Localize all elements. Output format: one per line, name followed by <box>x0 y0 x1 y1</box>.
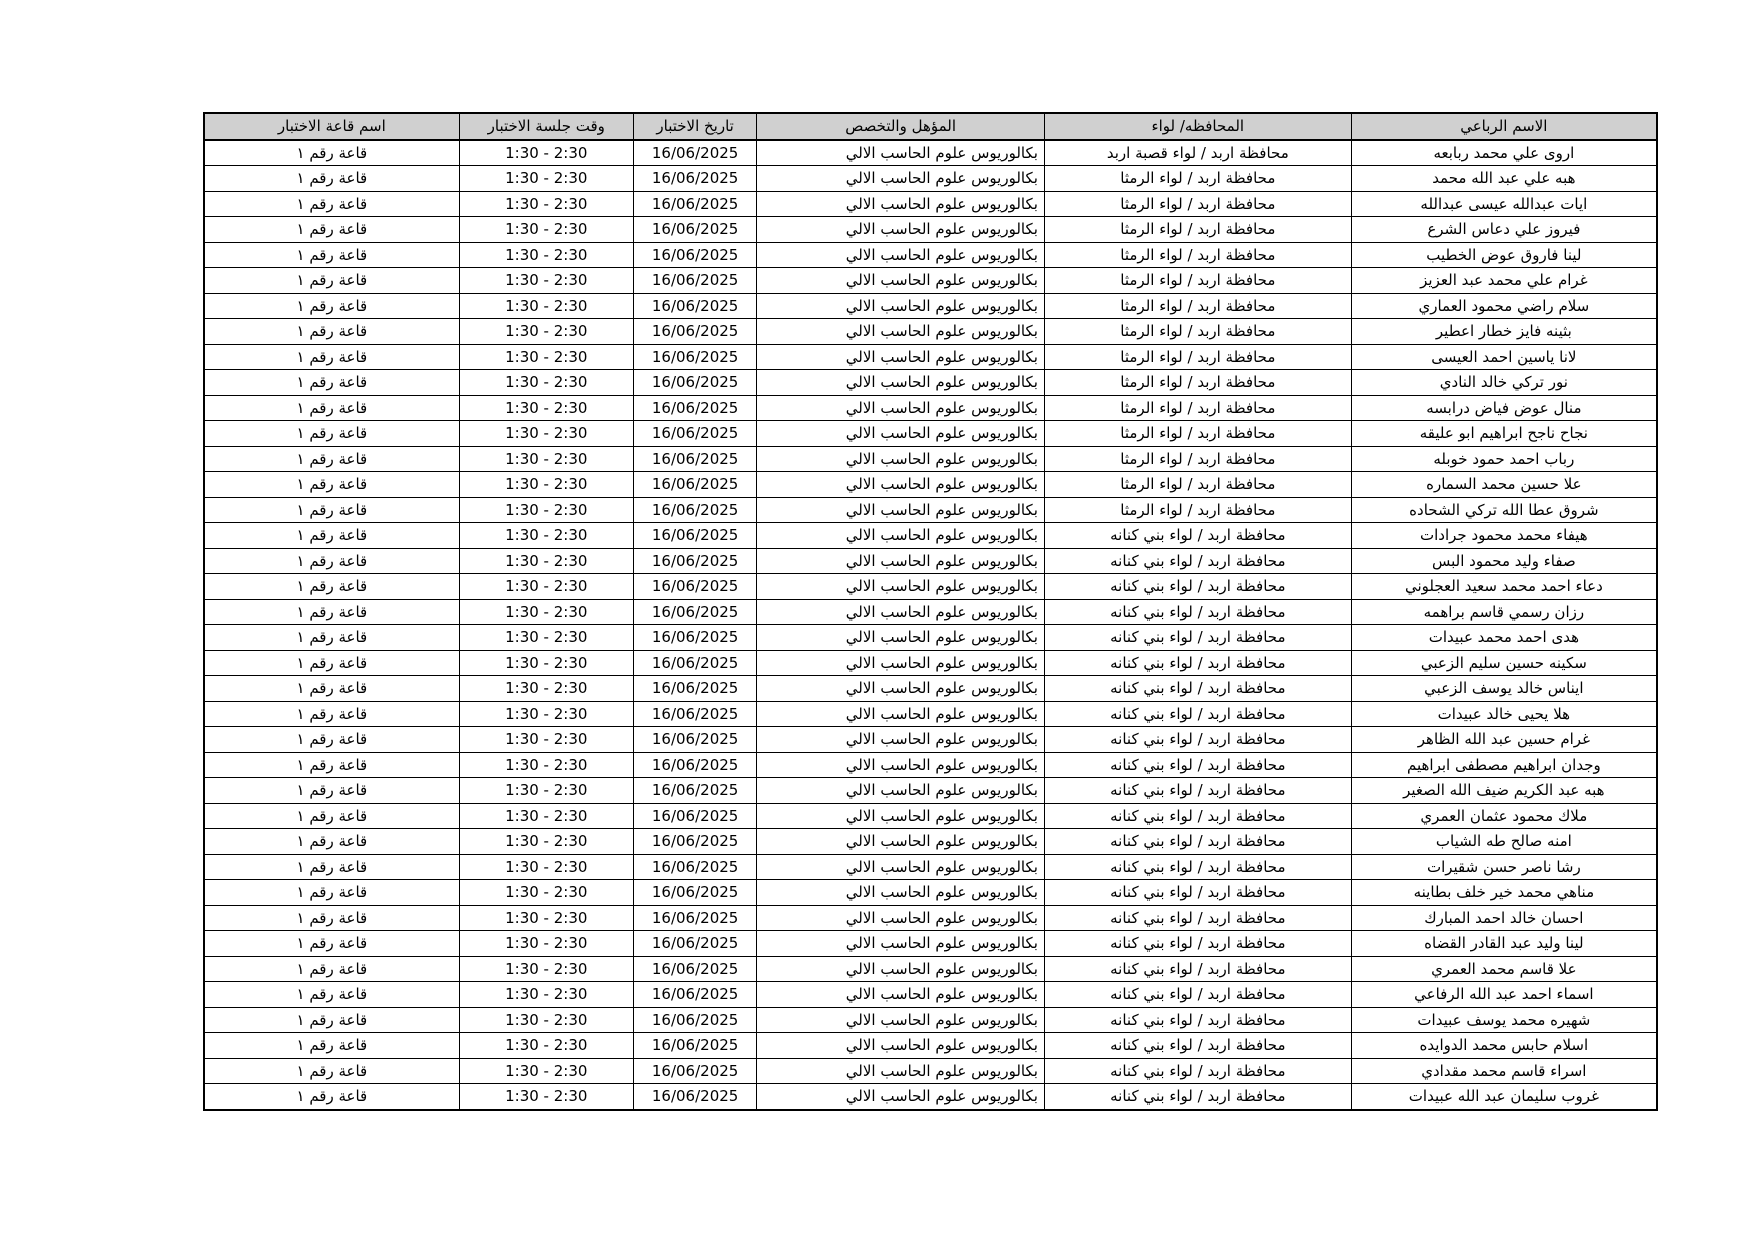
cell-name: احسان خالد احمد المبارك <box>1351 905 1657 931</box>
cell-hall: قاعة رقم ١ <box>204 880 459 906</box>
cell-qualification: بكالوريوس علوم الحاسب الالي <box>757 1084 1045 1110</box>
cell-name: رشا ناصر حسن شقيرات <box>1351 854 1657 880</box>
cell-name: لانا ياسين احمد العيسى <box>1351 344 1657 370</box>
cell-qualification: بكالوريوس علوم الحاسب الالي <box>757 676 1045 702</box>
cell-hall: قاعة رقم ١ <box>204 421 459 447</box>
cell-hall: قاعة رقم ١ <box>204 956 459 982</box>
cell-qualification: بكالوريوس علوم الحاسب الالي <box>757 395 1045 421</box>
cell-hall: قاعة رقم ١ <box>204 293 459 319</box>
cell-date: 16/06/2025 <box>633 344 757 370</box>
cell-name: ملاك محمود عثمان العمري <box>1351 803 1657 829</box>
cell-hall: قاعة رقم ١ <box>204 523 459 549</box>
table-row <box>204 752 1657 778</box>
cell-name: فيروز علي دعاس الشرع <box>1351 217 1657 243</box>
cell-governorate: محافظة اربد / لواء بني كنانه <box>1044 676 1351 702</box>
cell-governorate: محافظة اربد / لواء بني كنانه <box>1044 854 1351 880</box>
cell-date: 16/06/2025 <box>633 319 757 345</box>
cell-hall: قاعة رقم ١ <box>204 778 459 804</box>
cell-date: 16/06/2025 <box>633 650 757 676</box>
cell-date: 16/06/2025 <box>633 217 757 243</box>
cell-hall: قاعة رقم ١ <box>204 574 459 600</box>
cell-qualification: بكالوريوس علوم الحاسب الالي <box>757 1033 1045 1059</box>
cell-date: 16/06/2025 <box>633 982 757 1008</box>
cell-time: 1:30 - 2:30 <box>459 956 633 982</box>
cell-qualification: بكالوريوس علوم الحاسب الالي <box>757 523 1045 549</box>
cell-governorate: محافظة اربد / لواء الرمثا <box>1044 472 1351 498</box>
table-row <box>204 676 1657 702</box>
cell-hall: قاعة رقم ١ <box>204 727 459 753</box>
cell-date: 16/06/2025 <box>633 140 757 166</box>
cell-hall: قاعة رقم ١ <box>204 829 459 855</box>
cell-date: 16/06/2025 <box>633 854 757 880</box>
cell-time: 1:30 - 2:30 <box>459 650 633 676</box>
cell-governorate: محافظة اربد / لواء بني كنانه <box>1044 727 1351 753</box>
cell-qualification: بكالوريوس علوم الحاسب الالي <box>757 268 1045 294</box>
cell-date: 16/06/2025 <box>633 956 757 982</box>
cell-qualification: بكالوريوس علوم الحاسب الالي <box>757 472 1045 498</box>
cell-date: 16/06/2025 <box>633 1033 757 1059</box>
cell-hall: قاعة رقم ١ <box>204 191 459 217</box>
table-row <box>204 778 1657 804</box>
cell-date: 16/06/2025 <box>633 752 757 778</box>
cell-time: 1:30 - 2:30 <box>459 931 633 957</box>
header-time: وقت جلسة الاختبار <box>459 113 633 140</box>
cell-date: 16/06/2025 <box>633 166 757 192</box>
cell-date: 16/06/2025 <box>633 905 757 931</box>
cell-time: 1:30 - 2:30 <box>459 599 633 625</box>
cell-qualification: بكالوريوس علوم الحاسب الالي <box>757 344 1045 370</box>
cell-qualification: بكالوريوس علوم الحاسب الالي <box>757 956 1045 982</box>
cell-date: 16/06/2025 <box>633 548 757 574</box>
cell-date: 16/06/2025 <box>633 701 757 727</box>
cell-time: 1:30 - 2:30 <box>459 370 633 396</box>
cell-time: 1:30 - 2:30 <box>459 293 633 319</box>
cell-name: امنه صالح طه الشياب <box>1351 829 1657 855</box>
cell-name: وجدان ابراهيم مصطفى ابراهيم <box>1351 752 1657 778</box>
cell-time: 1:30 - 2:30 <box>459 497 633 523</box>
cell-hall: قاعة رقم ١ <box>204 370 459 396</box>
cell-name: اسراء قاسم محمد مقدادي <box>1351 1058 1657 1084</box>
cell-time: 1:30 - 2:30 <box>459 242 633 268</box>
cell-name: غرام حسين عبد الله الظاهر <box>1351 727 1657 753</box>
table-row <box>204 293 1657 319</box>
cell-name: علا قاسم محمد العمري <box>1351 956 1657 982</box>
cell-governorate: محافظة اربد / لواء بني كنانه <box>1044 931 1351 957</box>
cell-hall: قاعة رقم ١ <box>204 1058 459 1084</box>
header-name: الاسم الرباعي <box>1351 113 1657 140</box>
cell-time: 1:30 - 2:30 <box>459 1033 633 1059</box>
cell-qualification: بكالوريوس علوم الحاسب الالي <box>757 599 1045 625</box>
cell-hall: قاعة رقم ١ <box>204 752 459 778</box>
cell-name: علا حسين محمد السماره <box>1351 472 1657 498</box>
header-row <box>204 113 1657 140</box>
table-row <box>204 803 1657 829</box>
cell-hall: قاعة رقم ١ <box>204 1007 459 1033</box>
cell-date: 16/06/2025 <box>633 778 757 804</box>
cell-governorate: محافظة اربد / لواء بني كنانه <box>1044 1058 1351 1084</box>
cell-governorate: محافظة اربد / لواء الرمثا <box>1044 268 1351 294</box>
cell-time: 1:30 - 2:30 <box>459 217 633 243</box>
cell-date: 16/06/2025 <box>633 293 757 319</box>
cell-qualification: بكالوريوس علوم الحاسب الالي <box>757 319 1045 345</box>
cell-governorate: محافظة اربد / لواء بني كنانه <box>1044 1033 1351 1059</box>
cell-name: هدى احمد محمد عبيدات <box>1351 625 1657 651</box>
cell-qualification: بكالوريوس علوم الحاسب الالي <box>757 548 1045 574</box>
cell-governorate: محافظة اربد / لواء بني كنانه <box>1044 650 1351 676</box>
cell-governorate: محافظة اربد / لواء بني كنانه <box>1044 574 1351 600</box>
table-row <box>204 905 1657 931</box>
cell-date: 16/06/2025 <box>633 625 757 651</box>
header-hall: اسم قاعة الاختبار <box>204 113 459 140</box>
table-row <box>204 701 1657 727</box>
table-row <box>204 880 1657 906</box>
cell-name: غرام علي محمد عبد العزيز <box>1351 268 1657 294</box>
cell-time: 1:30 - 2:30 <box>459 191 633 217</box>
table-row <box>204 650 1657 676</box>
cell-date: 16/06/2025 <box>633 523 757 549</box>
cell-governorate: محافظة اربد / لواء بني كنانه <box>1044 956 1351 982</box>
exam-schedule-sheet <box>203 112 1658 1111</box>
cell-date: 16/06/2025 <box>633 472 757 498</box>
table-row <box>204 421 1657 447</box>
cell-name: لينا وليد عبد القادر القضاه <box>1351 931 1657 957</box>
exam-schedule-table <box>203 112 1658 1111</box>
cell-hall: قاعة رقم ١ <box>204 140 459 166</box>
cell-governorate: محافظة اربد / لواء الرمثا <box>1044 497 1351 523</box>
header-date: تاريخ الاختبار <box>633 113 757 140</box>
cell-date: 16/06/2025 <box>633 931 757 957</box>
cell-governorate: محافظة اربد / لواء الرمثا <box>1044 395 1351 421</box>
cell-time: 1:30 - 2:30 <box>459 803 633 829</box>
cell-hall: قاعة رقم ١ <box>204 905 459 931</box>
cell-name: اسلام حابس محمد الدوايده <box>1351 1033 1657 1059</box>
cell-hall: قاعة رقم ١ <box>204 446 459 472</box>
table-row <box>204 140 1657 166</box>
cell-name: اروى علي محمد ربابعه <box>1351 140 1657 166</box>
table-row <box>204 599 1657 625</box>
cell-governorate: محافظة اربد / لواء بني كنانه <box>1044 752 1351 778</box>
cell-hall: قاعة رقم ١ <box>204 344 459 370</box>
cell-date: 16/06/2025 <box>633 242 757 268</box>
cell-name: ايناس خالد يوسف الزعبي <box>1351 676 1657 702</box>
cell-governorate: محافظة اربد / لواء بني كنانه <box>1044 701 1351 727</box>
cell-governorate: محافظة اربد / لواء بني كنانه <box>1044 1084 1351 1110</box>
cell-governorate: محافظة اربد / لواء الرمثا <box>1044 166 1351 192</box>
cell-qualification: بكالوريوس علوم الحاسب الالي <box>757 574 1045 600</box>
cell-date: 16/06/2025 <box>633 1084 757 1110</box>
cell-time: 1:30 - 2:30 <box>459 1007 633 1033</box>
cell-time: 1:30 - 2:30 <box>459 676 633 702</box>
cell-name: سلام راضي محمود العماري <box>1351 293 1657 319</box>
cell-hall: قاعة رقم ١ <box>204 982 459 1008</box>
cell-governorate: محافظة اربد / لواء بني كنانه <box>1044 599 1351 625</box>
cell-date: 16/06/2025 <box>633 370 757 396</box>
cell-date: 16/06/2025 <box>633 395 757 421</box>
cell-time: 1:30 - 2:30 <box>459 140 633 166</box>
cell-qualification: بكالوريوس علوم الحاسب الالي <box>757 880 1045 906</box>
cell-governorate: محافظة اربد / لواء بني كنانه <box>1044 1007 1351 1033</box>
table-row <box>204 319 1657 345</box>
cell-time: 1:30 - 2:30 <box>459 395 633 421</box>
cell-time: 1:30 - 2:30 <box>459 268 633 294</box>
table-row <box>204 625 1657 651</box>
table-row <box>204 370 1657 396</box>
cell-qualification: بكالوريوس علوم الحاسب الالي <box>757 293 1045 319</box>
cell-qualification: بكالوريوس علوم الحاسب الالي <box>757 1007 1045 1033</box>
cell-time: 1:30 - 2:30 <box>459 472 633 498</box>
cell-governorate: محافظة اربد / لواء الرمثا <box>1044 319 1351 345</box>
cell-name: نجاح ناجح ابراهيم ابو عليقه <box>1351 421 1657 447</box>
cell-qualification: بكالوريوس علوم الحاسب الالي <box>757 140 1045 166</box>
cell-date: 16/06/2025 <box>633 1007 757 1033</box>
cell-hall: قاعة رقم ١ <box>204 676 459 702</box>
cell-governorate: محافظة اربد / لواء الرمثا <box>1044 191 1351 217</box>
cell-date: 16/06/2025 <box>633 676 757 702</box>
table-row <box>204 1084 1657 1110</box>
table-row <box>204 854 1657 880</box>
cell-date: 16/06/2025 <box>633 727 757 753</box>
table-row <box>204 1058 1657 1084</box>
cell-name: اسماء احمد عبد الله الرفاعي <box>1351 982 1657 1008</box>
cell-time: 1:30 - 2:30 <box>459 1084 633 1110</box>
cell-time: 1:30 - 2:30 <box>459 625 633 651</box>
cell-hall: قاعة رقم ١ <box>204 268 459 294</box>
cell-time: 1:30 - 2:30 <box>459 523 633 549</box>
table-row <box>204 166 1657 192</box>
cell-time: 1:30 - 2:30 <box>459 344 633 370</box>
cell-name: رباب احمد حمود خوبله <box>1351 446 1657 472</box>
cell-name: هلا يحيى خالد عبيدات <box>1351 701 1657 727</box>
table-row <box>204 523 1657 549</box>
cell-governorate: محافظة اربد / لواء قصبة اربد <box>1044 140 1351 166</box>
cell-time: 1:30 - 2:30 <box>459 752 633 778</box>
cell-name: رزان رسمي قاسم براهمه <box>1351 599 1657 625</box>
cell-time: 1:30 - 2:30 <box>459 446 633 472</box>
table-row <box>204 344 1657 370</box>
cell-time: 1:30 - 2:30 <box>459 880 633 906</box>
cell-date: 16/06/2025 <box>633 421 757 447</box>
cell-time: 1:30 - 2:30 <box>459 548 633 574</box>
cell-time: 1:30 - 2:30 <box>459 1058 633 1084</box>
cell-time: 1:30 - 2:30 <box>459 701 633 727</box>
table-row <box>204 931 1657 957</box>
table-row <box>204 446 1657 472</box>
cell-qualification: بكالوريوس علوم الحاسب الالي <box>757 191 1045 217</box>
cell-name: هيفاء محمد محمود جرادات <box>1351 523 1657 549</box>
cell-hall: قاعة رقم ١ <box>204 701 459 727</box>
table-body <box>204 140 1657 1110</box>
cell-date: 16/06/2025 <box>633 1058 757 1084</box>
cell-qualification: بكالوريوس علوم الحاسب الالي <box>757 217 1045 243</box>
cell-governorate: محافظة اربد / لواء الرمثا <box>1044 242 1351 268</box>
table-row <box>204 268 1657 294</box>
table-row <box>204 956 1657 982</box>
header-qualification: المؤهل والتخصص <box>757 113 1045 140</box>
cell-qualification: بكالوريوس علوم الحاسب الالي <box>757 625 1045 651</box>
cell-hall: قاعة رقم ١ <box>204 548 459 574</box>
cell-governorate: محافظة اربد / لواء بني كنانه <box>1044 829 1351 855</box>
cell-qualification: بكالوريوس علوم الحاسب الالي <box>757 905 1045 931</box>
cell-governorate: محافظة اربد / لواء الرمثا <box>1044 370 1351 396</box>
table-row <box>204 1007 1657 1033</box>
cell-date: 16/06/2025 <box>633 574 757 600</box>
cell-governorate: محافظة اربد / لواء بني كنانه <box>1044 905 1351 931</box>
cell-name: منال عوض فياض درابسه <box>1351 395 1657 421</box>
cell-time: 1:30 - 2:30 <box>459 319 633 345</box>
cell-date: 16/06/2025 <box>633 268 757 294</box>
table-row <box>204 217 1657 243</box>
cell-time: 1:30 - 2:30 <box>459 982 633 1008</box>
cell-hall: قاعة رقم ١ <box>204 931 459 957</box>
cell-hall: قاعة رقم ١ <box>204 217 459 243</box>
cell-date: 16/06/2025 <box>633 803 757 829</box>
cell-hall: قاعة رقم ١ <box>204 319 459 345</box>
cell-name: غروب سليمان عبد الله عبيدات <box>1351 1084 1657 1110</box>
cell-hall: قاعة رقم ١ <box>204 497 459 523</box>
cell-date: 16/06/2025 <box>633 191 757 217</box>
table-row <box>204 191 1657 217</box>
cell-hall: قاعة رقم ١ <box>204 599 459 625</box>
table-row <box>204 982 1657 1008</box>
table-row <box>204 472 1657 498</box>
cell-name: نور تركي خالد النادي <box>1351 370 1657 396</box>
cell-name: مناهي محمد خير خلف بطاينه <box>1351 880 1657 906</box>
cell-qualification: بكالوريوس علوم الحاسب الالي <box>757 727 1045 753</box>
cell-name: صفاء وليد محمود البس <box>1351 548 1657 574</box>
cell-time: 1:30 - 2:30 <box>459 727 633 753</box>
cell-time: 1:30 - 2:30 <box>459 778 633 804</box>
cell-name: بثينه فايز خطار اعطير <box>1351 319 1657 345</box>
cell-name: شروق عطا الله تركي الشحاده <box>1351 497 1657 523</box>
cell-governorate: محافظة اربد / لواء بني كنانه <box>1044 778 1351 804</box>
table-row <box>204 1033 1657 1059</box>
cell-governorate: محافظة اربد / لواء بني كنانه <box>1044 803 1351 829</box>
cell-hall: قاعة رقم ١ <box>204 395 459 421</box>
cell-governorate: محافظة اربد / لواء الرمثا <box>1044 293 1351 319</box>
cell-hall: قاعة رقم ١ <box>204 1084 459 1110</box>
cell-governorate: محافظة اربد / لواء بني كنانه <box>1044 982 1351 1008</box>
cell-time: 1:30 - 2:30 <box>459 574 633 600</box>
cell-qualification: بكالوريوس علوم الحاسب الالي <box>757 982 1045 1008</box>
cell-governorate: محافظة اربد / لواء بني كنانه <box>1044 523 1351 549</box>
cell-hall: قاعة رقم ١ <box>204 166 459 192</box>
cell-time: 1:30 - 2:30 <box>459 829 633 855</box>
cell-qualification: بكالوريوس علوم الحاسب الالي <box>757 166 1045 192</box>
cell-qualification: بكالوريوس علوم الحاسب الالي <box>757 497 1045 523</box>
cell-time: 1:30 - 2:30 <box>459 166 633 192</box>
cell-qualification: بكالوريوس علوم الحاسب الالي <box>757 242 1045 268</box>
cell-qualification: بكالوريوس علوم الحاسب الالي <box>757 803 1045 829</box>
cell-name: هبه علي عبد الله محمد <box>1351 166 1657 192</box>
cell-qualification: بكالوريوس علوم الحاسب الالي <box>757 370 1045 396</box>
cell-time: 1:30 - 2:30 <box>459 421 633 447</box>
cell-time: 1:30 - 2:30 <box>459 905 633 931</box>
cell-qualification: بكالوريوس علوم الحاسب الالي <box>757 854 1045 880</box>
cell-hall: قاعة رقم ١ <box>204 472 459 498</box>
cell-name: هبه عبد الكريم ضيف الله الصغير <box>1351 778 1657 804</box>
cell-qualification: بكالوريوس علوم الحاسب الالي <box>757 650 1045 676</box>
table-row <box>204 395 1657 421</box>
cell-governorate: محافظة اربد / لواء الرمثا <box>1044 344 1351 370</box>
cell-qualification: بكالوريوس علوم الحاسب الالي <box>757 752 1045 778</box>
cell-hall: قاعة رقم ١ <box>204 650 459 676</box>
cell-date: 16/06/2025 <box>633 446 757 472</box>
cell-name: ايات عبدالله عيسى عبدالله <box>1351 191 1657 217</box>
table-row <box>204 548 1657 574</box>
cell-name: سكينه حسين سليم الزعبي <box>1351 650 1657 676</box>
cell-governorate: محافظة اربد / لواء بني كنانه <box>1044 625 1351 651</box>
table-row <box>204 829 1657 855</box>
cell-qualification: بكالوريوس علوم الحاسب الالي <box>757 931 1045 957</box>
cell-governorate: محافظة اربد / لواء الرمثا <box>1044 421 1351 447</box>
cell-hall: قاعة رقم ١ <box>204 242 459 268</box>
cell-name: دعاء احمد محمد سعيد العجلوني <box>1351 574 1657 600</box>
cell-time: 1:30 - 2:30 <box>459 854 633 880</box>
table-row <box>204 497 1657 523</box>
header-governorate: المحافظه/ لواء <box>1044 113 1351 140</box>
cell-qualification: بكالوريوس علوم الحاسب الالي <box>757 829 1045 855</box>
cell-date: 16/06/2025 <box>633 880 757 906</box>
cell-governorate: محافظة اربد / لواء الرمثا <box>1044 217 1351 243</box>
cell-qualification: بكالوريوس علوم الحاسب الالي <box>757 701 1045 727</box>
cell-hall: قاعة رقم ١ <box>204 854 459 880</box>
cell-name: لينا فاروق عوض الخطيب <box>1351 242 1657 268</box>
cell-hall: قاعة رقم ١ <box>204 625 459 651</box>
cell-governorate: محافظة اربد / لواء بني كنانه <box>1044 548 1351 574</box>
cell-date: 16/06/2025 <box>633 497 757 523</box>
cell-qualification: بكالوريوس علوم الحاسب الالي <box>757 778 1045 804</box>
cell-qualification: بكالوريوس علوم الحاسب الالي <box>757 1058 1045 1084</box>
table-row <box>204 727 1657 753</box>
cell-governorate: محافظة اربد / لواء بني كنانه <box>1044 880 1351 906</box>
cell-date: 16/06/2025 <box>633 829 757 855</box>
cell-hall: قاعة رقم ١ <box>204 803 459 829</box>
cell-qualification: بكالوريوس علوم الحاسب الالي <box>757 446 1045 472</box>
cell-hall: قاعة رقم ١ <box>204 1033 459 1059</box>
cell-qualification: بكالوريوس علوم الحاسب الالي <box>757 421 1045 447</box>
cell-governorate: محافظة اربد / لواء الرمثا <box>1044 446 1351 472</box>
table-row <box>204 242 1657 268</box>
table-row <box>204 574 1657 600</box>
cell-date: 16/06/2025 <box>633 599 757 625</box>
cell-name: شهيره محمد يوسف عبيدات <box>1351 1007 1657 1033</box>
